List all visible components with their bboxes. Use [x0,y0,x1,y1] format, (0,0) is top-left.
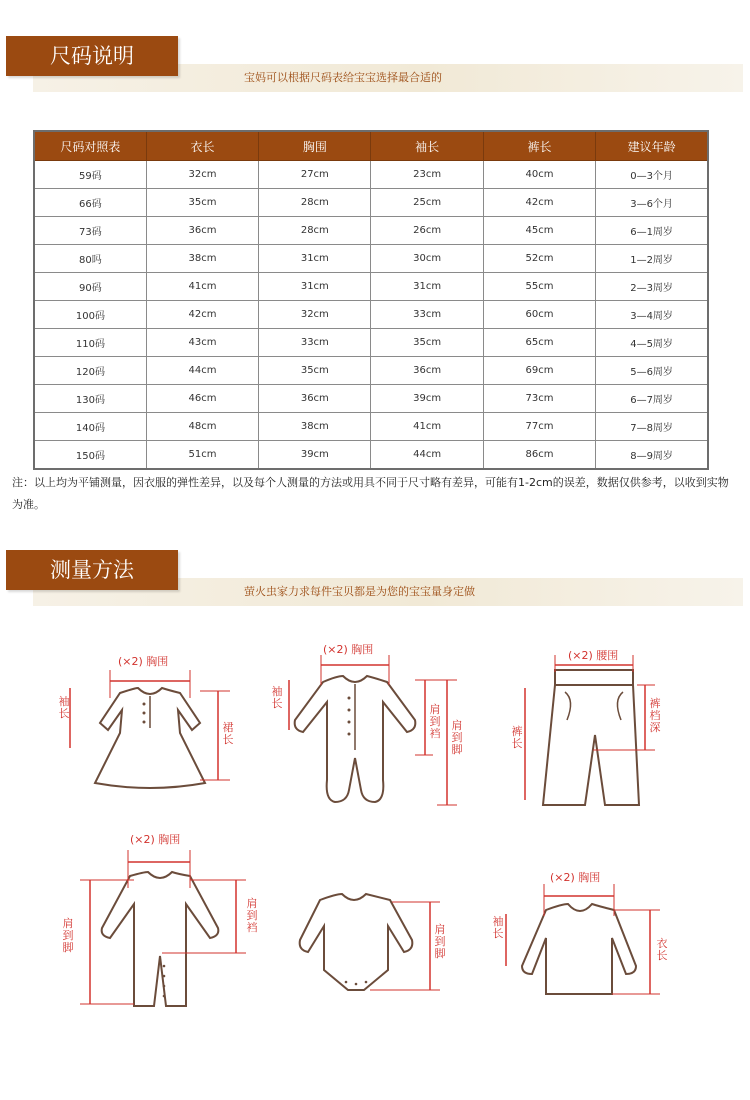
table-cell: 77cm [483,413,595,441]
table-cell: 40cm [483,161,595,189]
diagram-long-romper [50,828,270,1013]
table-cell: 0—3个月 [596,161,708,189]
table-cell: 32cm [259,301,371,329]
table-cell: 4—5周岁 [596,329,708,357]
table-cell: 43cm [146,329,258,357]
table-cell: 38cm [259,413,371,441]
top-illustration [488,866,688,1006]
table-cell: 42cm [146,301,258,329]
table-cell: 5—6周岁 [596,357,708,385]
table-cell: 39cm [259,441,371,470]
dress-chest-label: (×2) 胸围 [118,655,169,668]
table-row [34,357,708,385]
table-cell: 130码 [34,385,146,413]
table-cell: 120码 [34,357,146,385]
top-chest-label: (×2) 胸围 [550,871,601,884]
table-cell: 31cm [259,273,371,301]
table-cell: 41cm [146,273,258,301]
bodysuit-foot-label: 肩到脚 [434,923,446,960]
pants-length-label: 裤长 [511,725,523,750]
table-row [34,385,708,413]
header-pants-length: 裤长 [483,131,595,161]
table-header-row [34,131,708,161]
table-cell: 100码 [34,301,146,329]
table-cell: 2—3周岁 [596,273,708,301]
long-romper-chest-label: (×2) 胸围 [130,833,181,846]
table-cell: 39cm [371,385,483,413]
romper-rise-label: 肩到裆 [429,703,441,740]
table-cell: 35cm [371,329,483,357]
table-cell: 60cm [483,301,595,329]
table-cell: 33cm [259,329,371,357]
table-cell: 3—4周岁 [596,301,708,329]
section-header-size [0,36,750,96]
table-cell: 73cm [483,385,595,413]
table-cell: 27cm [259,161,371,189]
table-cell: 52cm [483,245,595,273]
table-cell: 45cm [483,217,595,245]
table-cell: 8—9周岁 [596,441,708,470]
section-header-measure [0,550,750,610]
table-cell: 1—2周岁 [596,245,708,273]
section-title-size: 尺码说明 [6,36,178,76]
dress-illustration [50,648,250,798]
table-cell: 28cm [259,217,371,245]
table-cell: 86cm [483,441,595,470]
table-cell: 31cm [371,273,483,301]
size-note: 注：以上均为平铺测量，因衣服的弹性差异，以及每个人测量的方法或用具不同于尺寸略有差异，可能有1-2cm的误差，数据仅供参考，以收到实物为准。 [12,476,729,511]
table-cell: 30cm [371,245,483,273]
table-cell: 25cm [371,189,483,217]
long-romper-foot-label: 肩到脚 [62,917,74,954]
table-row [34,245,708,273]
table-cell: 36cm [371,357,483,385]
table-cell: 33cm [371,301,483,329]
size-chart-table [33,130,709,470]
table-cell: 36cm [146,217,258,245]
diagram-bodysuit [280,880,460,1005]
dress-skirt-label: 裙长 [222,721,234,746]
table-cell: 90码 [34,273,146,301]
pants-rise-label: 裤档深 [649,697,661,734]
header-sleeve: 袖长 [371,131,483,161]
header-chest: 胸围 [259,131,371,161]
table-row [34,189,708,217]
bodysuit-illustration [280,880,460,1005]
dress-sleeve-label: 袖长 [58,695,70,720]
table-cell: 26cm [371,217,483,245]
table-cell: 69cm [483,357,595,385]
long-romper-illustration [50,828,270,1013]
table-row [34,273,708,301]
table-cell: 6—1周岁 [596,217,708,245]
table-cell: 59码 [34,161,146,189]
table-cell: 66码 [34,189,146,217]
pants-illustration [505,640,705,815]
table-cell: 65cm [483,329,595,357]
table-row [34,413,708,441]
long-romper-rise-label: 肩到裆 [246,897,258,934]
romper-foot-label: 肩到脚 [451,719,463,756]
section-subtitle-size: 宝妈可以根据尺码表给宝宝选择最合适的 [244,71,442,84]
top-length-label: 衣长 [656,937,668,962]
section-title-measure: 测量方法 [6,550,178,590]
header-size: 尺码对照表 [34,131,146,161]
header-age: 建议年龄 [596,131,708,161]
table-cell: 28cm [259,189,371,217]
diagram-top [488,866,688,1006]
table-cell: 35cm [146,189,258,217]
header-body-length: 衣长 [146,131,258,161]
table-cell: 55cm [483,273,595,301]
table-row [34,217,708,245]
table-cell: 44cm [371,441,483,470]
table-cell: 51cm [146,441,258,470]
table-cell: 110码 [34,329,146,357]
diagram-footed-romper [265,640,485,815]
table-cell: 38cm [146,245,258,273]
table-cell: 48cm [146,413,258,441]
table-cell: 42cm [483,189,595,217]
diagram-dress [50,648,250,798]
table-cell: 3—6个月 [596,189,708,217]
section-subtitle-measure: 萤火虫家力求每件宝贝都是为您的宝宝量身定做 [244,585,475,598]
table-cell: 140码 [34,413,146,441]
table-cell: 23cm [371,161,483,189]
top-sleeve-label: 袖长 [492,915,504,940]
table-cell: 35cm [259,357,371,385]
table-cell: 150码 [34,441,146,470]
table-row [34,161,708,189]
table-cell: 6—7周岁 [596,385,708,413]
table-row [34,301,708,329]
table-cell: 73码 [34,217,146,245]
table-cell: 44cm [146,357,258,385]
table-cell: 7—8周岁 [596,413,708,441]
table-cell: 31cm [259,245,371,273]
pants-waist-label: (×2) 腰围 [568,649,619,662]
table-cell: 41cm [371,413,483,441]
diagram-pants [505,640,705,815]
table-row [34,329,708,357]
table-cell: 80吗 [34,245,146,273]
table-cell: 36cm [259,385,371,413]
table-cell: 32cm [146,161,258,189]
romper-sleeve-label: 袖长 [271,685,283,710]
romper-chest-label: (×2) 胸围 [323,643,374,656]
table-cell: 46cm [146,385,258,413]
table-row [34,441,708,470]
